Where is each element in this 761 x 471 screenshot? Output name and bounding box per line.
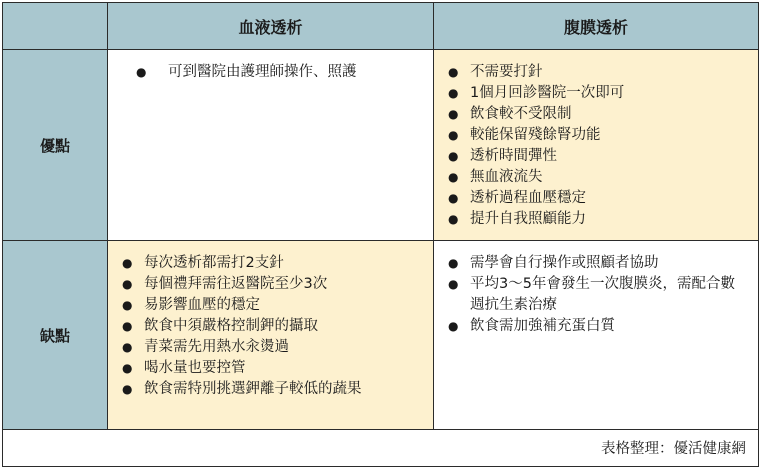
bullet-icon: ●	[448, 277, 459, 291]
bullet-icon: ●	[122, 319, 133, 333]
comparison-table	[2, 2, 759, 467]
list-item: ● 可到醫院由護理師操作、照護	[168, 62, 423, 83]
list-item: ● 青菜需先用熱水汆燙過	[144, 337, 423, 358]
list-item: ● 飲食較不受限制	[470, 104, 748, 125]
list-item: ● 提升自我照顧能力	[470, 209, 748, 230]
bullet-icon: ●	[122, 361, 133, 375]
list-item: ● 飲食需特別挑選鉀離子較低的蔬果	[144, 379, 382, 400]
bullet-icon: ●	[448, 170, 459, 184]
list-item: ● 1個月回診醫院一次即可	[470, 83, 748, 104]
advantages-row	[3, 50, 758, 241]
list-item: ● 飲食需加強補充蛋白質	[470, 316, 748, 337]
header-hemodialysis: 血液透析	[108, 3, 434, 50]
bullet-icon: ●	[448, 319, 459, 333]
bullet-icon: ●	[448, 256, 459, 270]
list-item: ● 透析過程血壓穩定	[470, 188, 748, 209]
list-item: ● 平均3～5年會發生一次腹膜炎，需配合數週抗生素治療	[448, 276, 735, 313]
list-item: ● 無血液流失	[470, 167, 748, 188]
peritoneal-advantages-cell	[434, 50, 758, 241]
list-item: ● 每個禮拜需往返醫院至少3次	[144, 274, 423, 295]
disadvantages-row	[3, 241, 758, 430]
list-item: ● 不需要打針	[470, 62, 748, 83]
header-corner	[3, 3, 108, 50]
peritoneal-disadvantages-cell	[434, 241, 758, 430]
bullet-icon: ●	[448, 128, 459, 142]
bullet-icon: ●	[448, 191, 459, 205]
row-label-advantages: 優點	[3, 50, 108, 241]
header-peritoneal-dialysis: 腹膜透析	[434, 3, 758, 50]
bullet-icon: ●	[448, 86, 459, 100]
list-item: ● 透析時間彈性	[470, 146, 748, 167]
bullet-icon: ●	[122, 256, 133, 270]
hemodialysis-advantages-cell	[108, 50, 434, 241]
bullet-icon: ●	[122, 382, 133, 396]
peritoneal-advantages-list	[434, 50, 758, 230]
bullet-icon: ●	[122, 340, 133, 354]
bullet-icon: ●	[448, 65, 459, 79]
list-item: ● 易影響血壓的穩定	[144, 295, 423, 316]
header-row	[3, 3, 758, 50]
bullet-icon: ●	[448, 107, 459, 121]
list-item: ● 需學會自行操作或照顧者協助	[470, 253, 748, 274]
bullet-icon: ●	[136, 65, 147, 79]
bullet-icon: ●	[122, 277, 133, 291]
list-item: ● 較能保留殘餘腎功能	[470, 125, 748, 146]
table-footer-credit: 表格整理：優活健康網	[601, 440, 746, 457]
hemodialysis-advantages-list	[108, 50, 433, 83]
bullet-icon: ●	[122, 298, 133, 312]
bullet-icon: ●	[448, 212, 459, 226]
row-label-disadvantages: 缺點	[3, 241, 108, 430]
hemodialysis-disadvantages-cell	[108, 241, 434, 430]
list-item: ● 每次透析都需打2支針	[144, 253, 423, 274]
bullet-icon: ●	[448, 149, 459, 163]
hemodialysis-disadvantages-list	[108, 241, 433, 400]
list-item: ● 飲食中須嚴格控制鉀的攝取	[144, 316, 423, 337]
peritoneal-disadvantages-list	[434, 241, 758, 337]
list-item: ● 喝水量也要控管	[144, 358, 423, 379]
